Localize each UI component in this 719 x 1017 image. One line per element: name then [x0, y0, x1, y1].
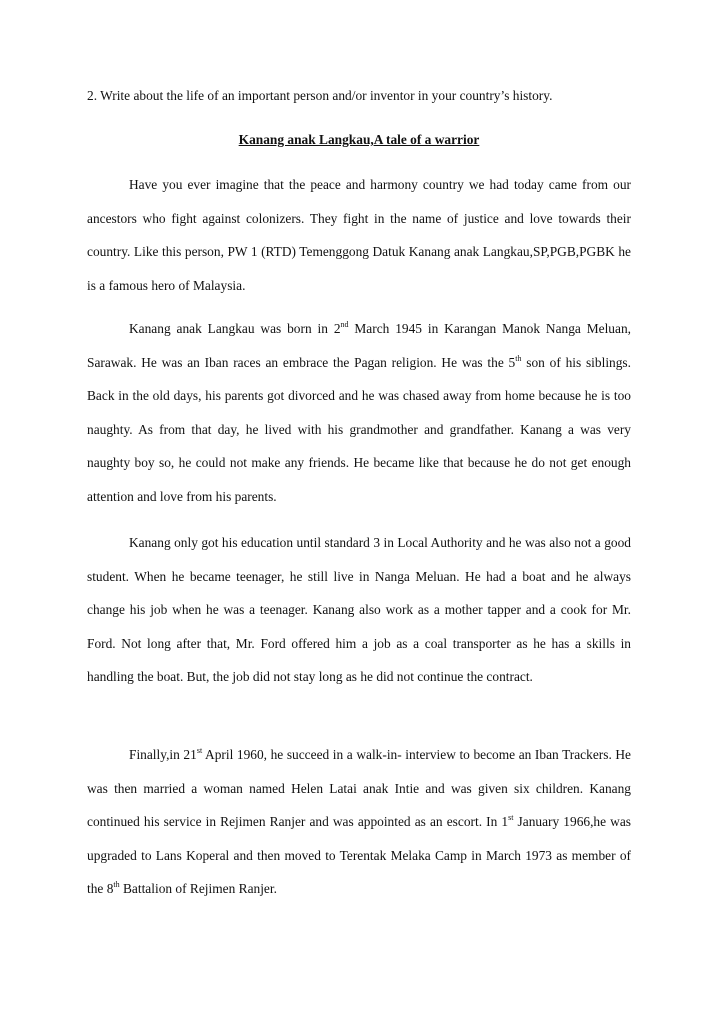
ordinal-suffix: st: [196, 746, 203, 755]
paragraph-education-text: Kanang only got his education until standard 3 in Local Authority and he was also not a good student. When he became teenager, he still live in Nanga Meluan. He had a boat and he always change his job when he was a teenager. Kanang also work as a mother tapper and a cook for Mr. Ford. Not long after that, Mr. Ford offered him a job as a coal transporter as he has a skills in handling the boat. But, the job did not stay long as he did not continue the contract.: [87, 535, 631, 685]
question-heading: 2. Write about the life of an important person and/or inventor in your country’s history.: [87, 88, 553, 103]
ordinal-suffix: st: [508, 813, 514, 823]
paragraph-text-segment: son of his siblings. Back in the old days, his parents got divorced and he was chased away from home because he is too naughty. As from that day, he lived with his grandmother and grandfather. Kanang a was very naughty boy so, he could not make any friends. He became like that because he do not get enough attention and love from his parents.: [87, 354, 631, 504]
paragraph-text-segment: March 1945 in Karangan Manok Nanga Meluan, Sarawak. He was an Iban races an embrace the Pagan religion. He was the 5: [87, 321, 631, 370]
paragraph-career: [87, 738, 631, 906]
paragraph-education: [87, 526, 631, 694]
paragraph-intro: [87, 168, 631, 302]
paragraph-text-segment: Finally,in 21: [129, 747, 197, 762]
paragraph-intro-text: Have you ever imagine that the peace and harmony country we had today came from our ancestors who fight against colonizers. They fight in the name of justice and love towards their country. Like this person, PW 1 (RTD) Temenggong Datuk Kanang anak Langkau,SP,PGB,PGBK he is a famous hero of Malaysia.: [87, 177, 631, 293]
paragraph-text-segment: January 1966,he was upgraded to Lans Koperal and then moved to Terentak Melaka Camp in March 1973 as member of the 8: [87, 814, 631, 897]
ordinal-suffix: nd: [340, 320, 349, 329]
paragraph-text-segment: April 1960, he succeed in a walk-in- interview to become an Iban Trackers. He was then married a woman named Helen Latai anak Intie and was given six children. Kanang continued his service in Rejimen Ranjer and was appointed as an escort. In 1: [87, 747, 631, 830]
document-page: [87, 0, 631, 1017]
ordinal-suffix: th: [113, 880, 120, 890]
paragraph-text-segment: Battalion of Rejimen Ranjer.: [119, 881, 277, 897]
ordinal-suffix: th: [515, 353, 522, 363]
paragraph-text-segment: Kanang anak Langkau was born in 2: [129, 321, 341, 336]
paragraph-early-life: [87, 312, 631, 514]
essay-title: Kanang anak Langkau,A tale of a warrior: [238, 132, 480, 147]
